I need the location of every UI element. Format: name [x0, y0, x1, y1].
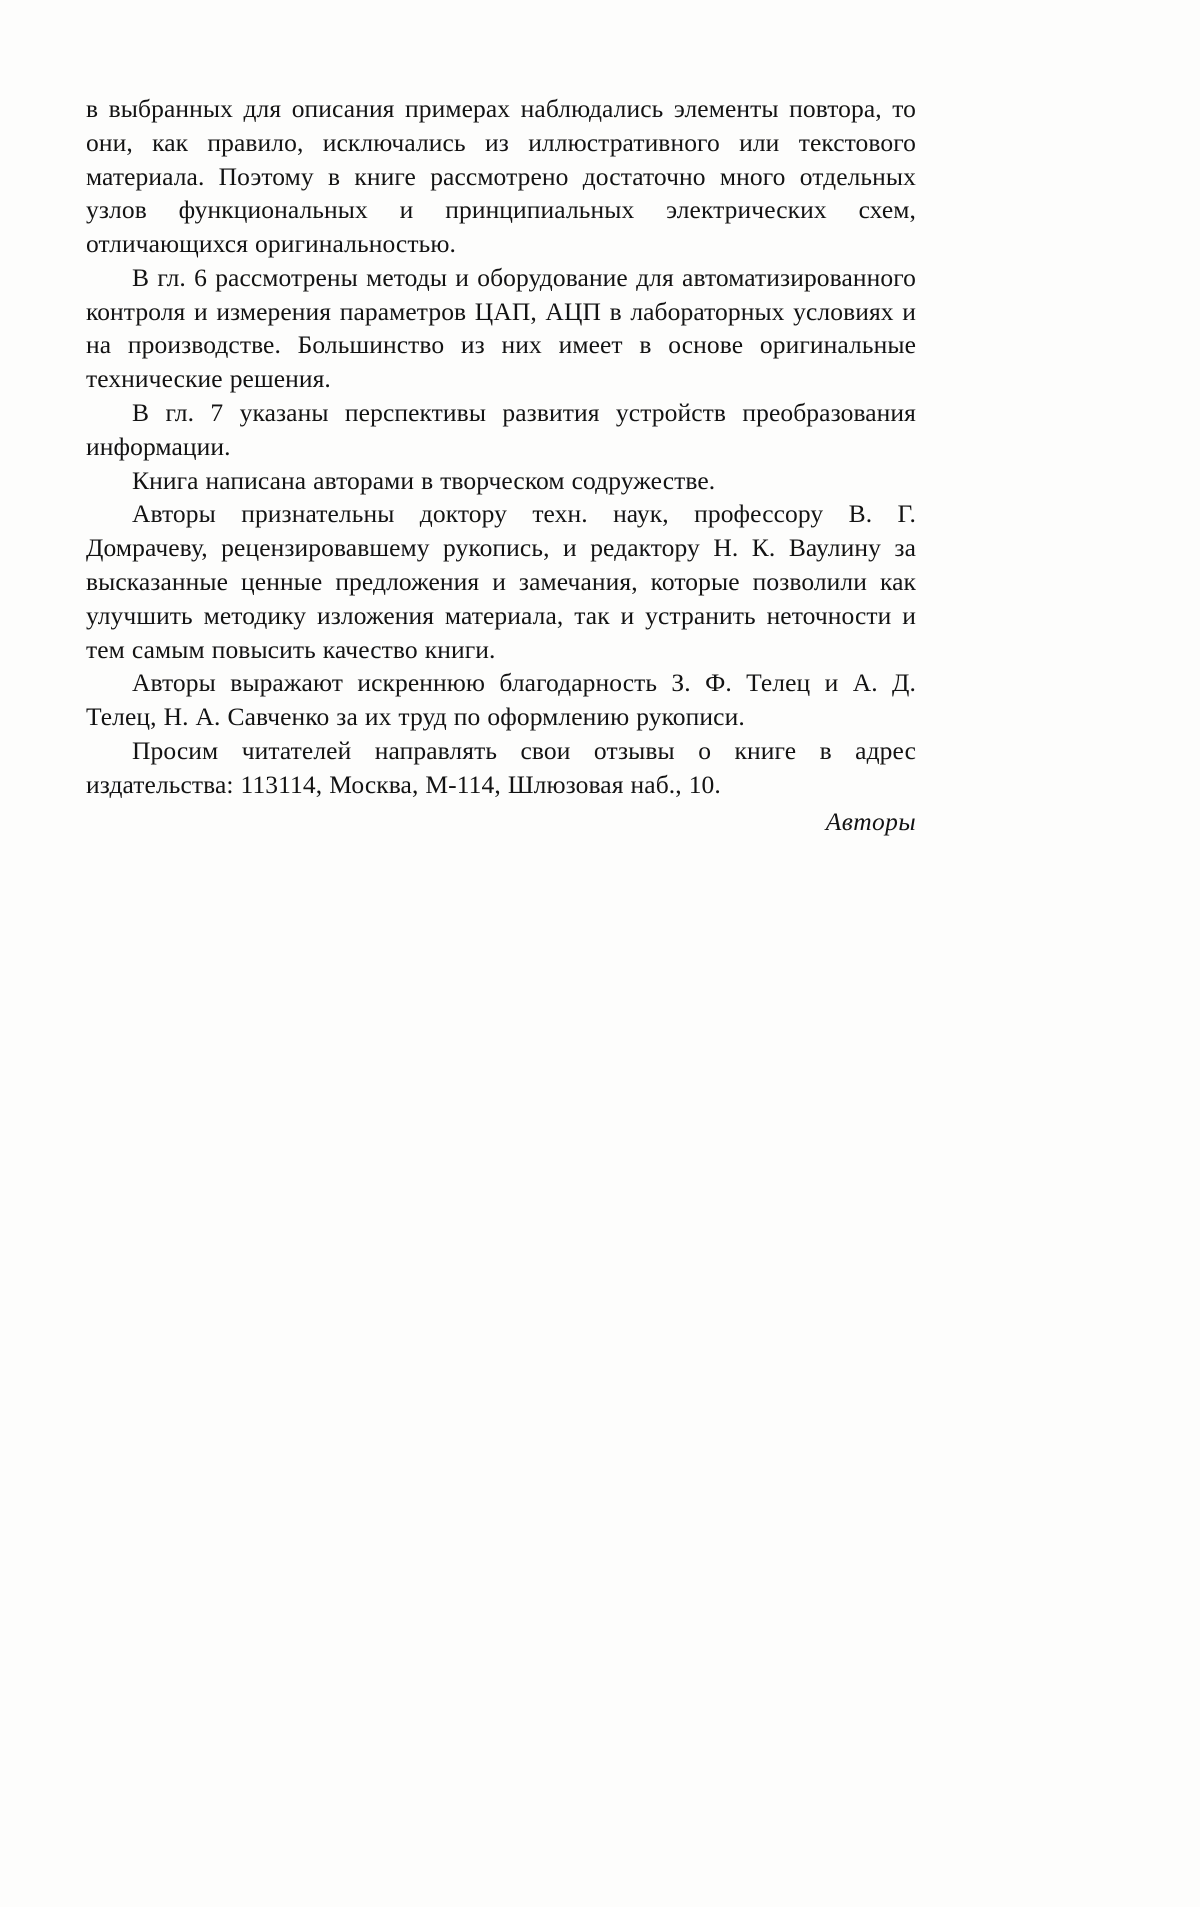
- paragraph-1: в выбранных для описания примерах наблюдались элементы повтора, то они, как правило, исключались из иллюстративного или текстового материала. Поэтому в книге рассмотрено достаточно много отдельных узлов функциональных и принципиальных электрических схем, отличающихся оригинальностью.: [86, 94, 916, 259]
- paragraph-2: В гл. 6 рассмотрены методы и оборудование для автоматизированного контроля и измерения параметров ЦАП, АЦП в лабораторных условиях и на производстве. Большинство из них имеет в основе оригинальные технические решения.: [86, 262, 916, 394]
- paragraph-6: Авторы выражают искреннюю благодарность З. Ф. Телец и А. Д. Телец, Н. А. Савченко за их труд по оформлению рукописи.: [86, 668, 916, 732]
- paragraph-4: Книга написана авторами в творческом содружестве.: [132, 465, 716, 495]
- body-text: [86, 92, 916, 837]
- paragraph-3: В гл. 7 указаны перспективы развития устройств преобразования информации.: [86, 398, 916, 461]
- paragraph-7: Просим читателей направлять свои отзывы о книге в адрес издательства: 113114, Москва, М-114, Шлюзовая наб., 10.: [86, 735, 916, 799]
- paragraph-5: Авторы признательны доктору техн. наук, профессору В. Г. Домрачеву, рецензировавшему рукопись, и редактору Н. К. Ваулину за высказанные ценные предложения и замечания, которые позволили как улучшить методику изложения материала, так и устранить неточности и тем самым повысить качество книги.: [86, 499, 916, 664]
- signature: Авторы: [825, 807, 916, 837]
